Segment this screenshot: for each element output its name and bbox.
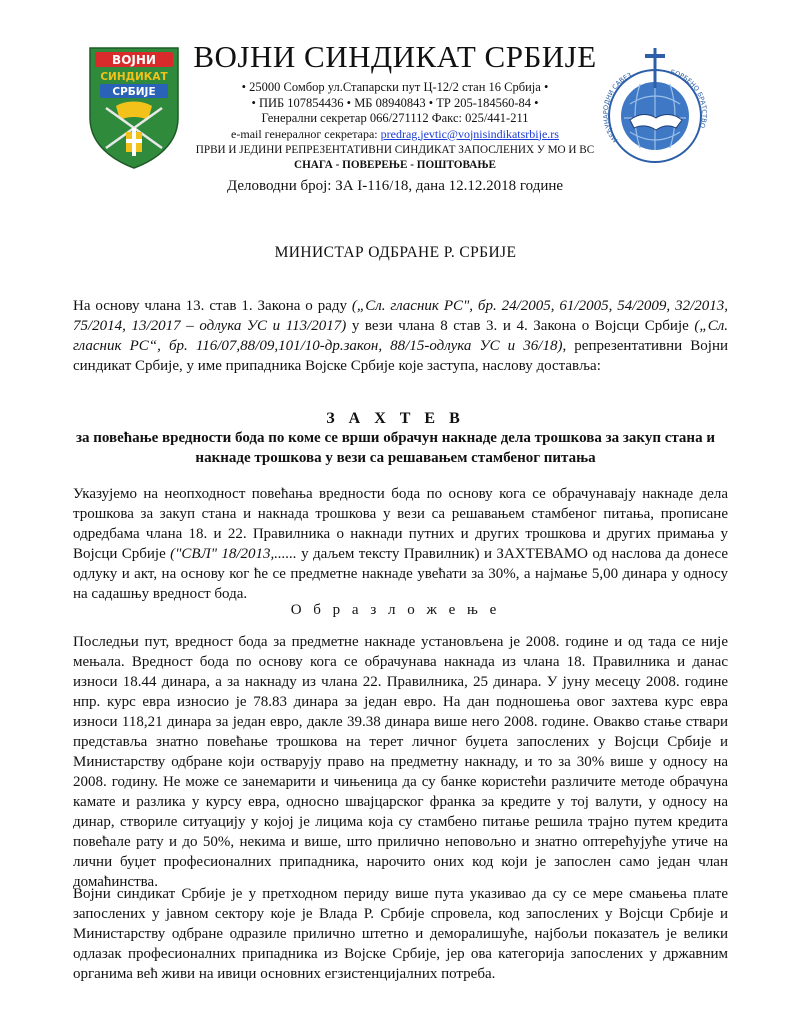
logo-text-line2: СИНДИКАТ: [100, 71, 168, 83]
request-subtitle: за повећање вредности бода по коме се врши обрачун накнаде дела трошкова за закуп стана и накнаде трошкова у вези са решавањем стамбеног питања: [76, 430, 715, 466]
intro-citation-2: („Сл. гласник РС“, бр. 116/07,88/09,101/10-др.закон, 88/15-одлука УС и 36/18): [73, 318, 728, 354]
explanation-heading: О б р а з л о ж е њ е: [290, 602, 501, 618]
header-contact-block: [190, 80, 600, 142]
intro-text-3: , репрезентативни Војни синдикат Србије, у име припадника Војске Србије које заступа, наслову доставља:: [73, 338, 729, 374]
intro-paragraph: [73, 296, 728, 376]
demand-text-2: у даљем тексту Правилник) и ЗАХТЕВАМО од наслова да донесе одлуку и акт, на основу ког ће се предметне накнаде увећати за 30%, а најмање 5,00 динара у односу на садашњу вредност бода.: [73, 546, 728, 602]
registration-ids-line: • ПИБ 107854436 • МБ 08940843 • ТР 205-184560-84 •: [251, 95, 539, 110]
demand-citation: ("СВЛ" 18/2013,......: [170, 546, 297, 562]
representative-block: [190, 143, 600, 173]
recipient: МИНИСТАР ОДБРАНЕ Р. СРБИЈЕ: [274, 244, 517, 261]
union-shield-logo: [86, 44, 182, 172]
email-link[interactable]: predrag.jevtic@vojnisindikatsrbije.rs: [380, 126, 559, 141]
explanation-paragraph-2: Војни синдикат Србије је у претходном периду више пута указивао да су се мере смањења плате запослених у јавном сектору које је Влада Р. Србије спровела, код запослених у Војсци Србије и Министарству одбране одразиле прилично штетно и деморалишуће, најбољи показатељ је велики одлазак професионалних припадника из Војске Србије, јер ова категорија запослених у државним органима већ живи на ивици основних егзистенцијалних потреба.: [73, 886, 728, 982]
brotherhood-globe-logo: [600, 44, 710, 174]
request-title: З А Х Т Е В: [326, 410, 465, 427]
document-number: Деловодни број: ЗА I-116/18, дана 12.12.2018 године: [226, 178, 564, 194]
intro-text-1: На основу члана 13. став 1. Закона о раду: [73, 298, 352, 314]
logo-arc-text-left: МЕЂУНАРОДНИ САВЕЗ: [601, 70, 633, 144]
address-line: • 25000 Сомбор ул.Стапарски пут Ц-12/2 стан 16 Србија •: [241, 80, 549, 94]
explanation-paragraph-1: Последњи пут, вредност бода за предметне накнаде установљена је 2008. године и од тада се није мењала. Вредност бода по основу кога се обрачунава накнада из члана 18. Правилника и данас износи 18.44 динара, а за накнаду из члана 22. Правилника, 25 динара. У јуну месецу 2008. године нпр. курс евра износио је 78.83 динара за један евро. На дан подношења овог захтева курс евра износи 118,21 динара за један евро, дакле 39.38 динара више него 2008. године. Овакво стање ствари представља знатно повећање трошкова на терет личног буџета запослених у Војсци Србије и Министарству одбране који остварују право на предметну накнаду, и то за 30% више у односу на 2008. годину. Не може се занемарити и чињеница да су банке користећи различите методе обрачуна камате и разлика у курсу евра, односно швајцарског франка за кредите у тој валути, у односу на динар, створиле ситуацију у којој је лицима која су стамбено питање решила трајно путем кредита повећале рату и до 50%, некима и више, што прилично неповољно и знатно оптерећујуће утиче на лични буџет професионалних припадника, нарочито оних код који је запослен само један члан домаћинства.: [73, 634, 728, 890]
email-label: e-mail генералног секретара:: [231, 126, 378, 141]
motto-line: СНАГА - ПОВЕРЕЊЕ - ПОШТОВАЊЕ: [294, 159, 496, 171]
demand-text-1: Указујемо на неопходност повећања вредности бода по основу кога се обрачунавају накнаде дела трошкова за закуп стана и накнада трошкова у вези са решавањем стамбеног питања, прописане одредбама члана 18. и 22. Правилника о накнади путних и других трошкова и других примања у Војсци Србије: [73, 486, 728, 562]
email-line: [190, 127, 600, 143]
logo-text-line1: ВОЈНИ: [112, 53, 156, 67]
intro-text-2: у вези члана 8 став 3. и 4. Закона о Војсци Србије: [346, 318, 695, 334]
demand-paragraph: [73, 484, 728, 604]
intro-citation-1: („Сл. гласник РС", бр. 24/2005, 61/2005, 54/2009, 32/2013, 75/2014, 13/2017 – одлука УС и 113/2017): [73, 298, 728, 334]
secretary-contact-line: Генерални секретар 066/271112 Факс: 025/441-211: [261, 111, 529, 125]
representative-line: ПРВИ И ЈЕДИНИ РЕПРЕЗЕНТАТИВНИ СИНДИКАТ ЗАПОСЛЕНИХ У МО И ВС: [195, 144, 595, 156]
logo-text-line3: СРБИЈЕ: [112, 86, 156, 98]
organization-name: ВОЈНИ СИНДИКАТ СРБИЈЕ: [193, 39, 597, 74]
logo-arc-text-right: БОРБЕНО БРАТСТВО: [669, 68, 709, 130]
